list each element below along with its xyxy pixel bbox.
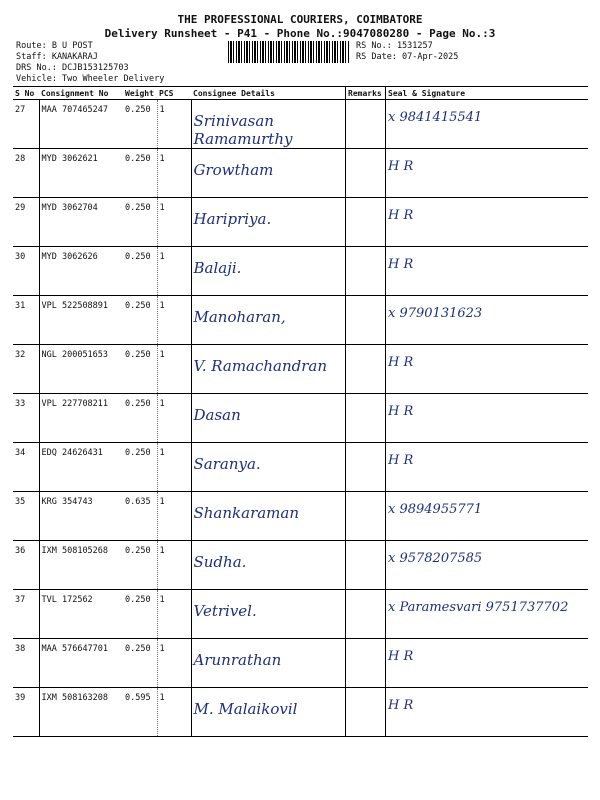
- weight-cell: 0.250: [123, 541, 157, 590]
- consignee-name-cell: Sudha.: [191, 541, 346, 590]
- weight-cell: 0.595: [123, 688, 157, 737]
- rs-date-label: RS Date: 07-Apr-2025: [356, 52, 459, 62]
- staff-label: Staff: KANAKARAJ: [16, 52, 98, 62]
- pieces-cell: 1: [157, 443, 191, 492]
- delivery-table: [13, 86, 588, 737]
- serial-number-cell: 29: [13, 198, 39, 247]
- table-row: [13, 688, 588, 737]
- remarks-cell: [346, 247, 386, 296]
- consignee-name-cell: Vetrivel.: [191, 590, 346, 639]
- remarks-cell: [346, 541, 386, 590]
- table-row: [13, 198, 588, 247]
- consignment-number-cell: MAA 707465247: [39, 100, 123, 149]
- col-consignment: Consignment No: [39, 87, 123, 100]
- weight-cell: 0.250: [123, 198, 157, 247]
- weight-cell: 0.635: [123, 492, 157, 541]
- consignment-number-cell: MYD 3062704: [39, 198, 123, 247]
- vehicle-label: Vehicle: Two Wheeler Delivery: [16, 74, 165, 84]
- consignee-name-cell: Arunrathan: [191, 639, 346, 688]
- serial-number-cell: 33: [13, 394, 39, 443]
- company-title: THE PROFESSIONAL COURIERS, COIMBATORE: [177, 13, 423, 26]
- table-row: [13, 639, 588, 688]
- weight-cell: 0.250: [123, 296, 157, 345]
- consignment-number-cell: MAA 576647701: [39, 639, 123, 688]
- consignee-name-cell: Balaji.: [191, 247, 346, 296]
- remarks-cell: [346, 149, 386, 198]
- weight-cell: 0.250: [123, 149, 157, 198]
- weight-cell: 0.250: [123, 100, 157, 149]
- table-row: [13, 443, 588, 492]
- consignee-name-cell: Manoharan,: [191, 296, 346, 345]
- table-row: [13, 345, 588, 394]
- signature-cell: H R: [386, 198, 589, 247]
- serial-number-cell: 38: [13, 639, 39, 688]
- pieces-cell: 1: [157, 198, 191, 247]
- table-row: [13, 100, 588, 149]
- pieces-cell: 1: [157, 247, 191, 296]
- consignee-name-cell: Growtham: [191, 149, 346, 198]
- signature-cell: x 9894955771: [386, 492, 589, 541]
- remarks-cell: [346, 443, 386, 492]
- signature-cell: H R: [386, 247, 589, 296]
- table-row: [13, 541, 588, 590]
- table-row: [13, 492, 588, 541]
- signature-cell: H R: [386, 443, 589, 492]
- serial-number-cell: 30: [13, 247, 39, 296]
- consignee-name-cell: Shankaraman: [191, 492, 346, 541]
- serial-number-cell: 34: [13, 443, 39, 492]
- pieces-cell: 1: [157, 100, 191, 149]
- consignee-name-cell: Haripriya.: [191, 198, 346, 247]
- serial-number-cell: 39: [13, 688, 39, 737]
- consignment-number-cell: NGL 200051653: [39, 345, 123, 394]
- remarks-cell: [346, 639, 386, 688]
- pieces-cell: 1: [157, 149, 191, 198]
- remarks-cell: [346, 296, 386, 345]
- weight-cell: 0.250: [123, 247, 157, 296]
- consignment-number-cell: VPL 227708211: [39, 394, 123, 443]
- route-label: Route: B U POST: [16, 41, 93, 51]
- pieces-cell: 1: [157, 639, 191, 688]
- serial-number-cell: 36: [13, 541, 39, 590]
- col-pcs: PCS: [157, 87, 191, 100]
- pieces-cell: 1: [157, 394, 191, 443]
- remarks-cell: [346, 492, 386, 541]
- serial-number-cell: 37: [13, 590, 39, 639]
- pieces-cell: 1: [157, 345, 191, 394]
- col-signature: Seal & Signature: [386, 87, 589, 100]
- runsheet-subtitle: Delivery Runsheet - P41 - Phone No.:9047080280 - Page No.:3: [104, 27, 496, 40]
- serial-number-cell: 31: [13, 296, 39, 345]
- consignee-name-cell: Saranya.: [191, 443, 346, 492]
- runsheet-info-left: [16, 41, 164, 85]
- table-row: [13, 247, 588, 296]
- signature-cell: H R: [386, 688, 589, 737]
- remarks-cell: [346, 100, 386, 149]
- table-body: [13, 100, 588, 737]
- table-row: [13, 394, 588, 443]
- consignment-number-cell: TVL 172562: [39, 590, 123, 639]
- consignment-number-cell: MYD 3062621: [39, 149, 123, 198]
- pieces-cell: 1: [157, 296, 191, 345]
- pieces-cell: 1: [157, 590, 191, 639]
- signature-cell: H R: [386, 149, 589, 198]
- consignment-number-cell: EDQ 24626431: [39, 443, 123, 492]
- weight-cell: 0.250: [123, 639, 157, 688]
- table-row: [13, 149, 588, 198]
- consignment-number-cell: IXM 508163208: [39, 688, 123, 737]
- consignee-name-cell: V. Ramachandran: [191, 345, 346, 394]
- consignee-name-cell: M. Malaikovil: [191, 688, 346, 737]
- remarks-cell: [346, 198, 386, 247]
- remarks-cell: [346, 590, 386, 639]
- consignment-number-cell: MYD 3062626: [39, 247, 123, 296]
- signature-cell: H R: [386, 639, 589, 688]
- signature-cell: H R: [386, 394, 589, 443]
- col-weight: Weight: [123, 87, 157, 100]
- runsheet-info-right: [356, 41, 458, 63]
- weight-cell: 0.250: [123, 345, 157, 394]
- pieces-cell: 1: [157, 492, 191, 541]
- remarks-cell: [346, 345, 386, 394]
- signature-cell: H R: [386, 345, 589, 394]
- barcode: [228, 41, 350, 63]
- rs-number-label: RS No.: 1531257: [356, 41, 433, 51]
- col-remarks: Remarks: [346, 87, 386, 100]
- consignee-name-cell: Srinivasan Ramamurthy: [191, 100, 346, 149]
- remarks-cell: [346, 394, 386, 443]
- table-row: [13, 590, 588, 639]
- signature-cell: x 9841415541: [386, 100, 589, 149]
- col-sno: S No: [13, 87, 39, 100]
- pieces-cell: 1: [157, 688, 191, 737]
- consignee-name-cell: Dasan: [191, 394, 346, 443]
- signature-cell: x 9790131623: [386, 296, 589, 345]
- drs-label: DRS No.: DCJB153125703: [16, 63, 129, 73]
- serial-number-cell: 35: [13, 492, 39, 541]
- serial-number-cell: 28: [13, 149, 39, 198]
- consignment-number-cell: VPL 522508891: [39, 296, 123, 345]
- col-consignee: Consignee Details: [191, 87, 346, 100]
- serial-number-cell: 32: [13, 345, 39, 394]
- signature-cell: x Paramesvari 9751737702: [386, 590, 589, 639]
- table-row: [13, 296, 588, 345]
- weight-cell: 0.250: [123, 394, 157, 443]
- consignment-number-cell: IXM 508105268: [39, 541, 123, 590]
- remarks-cell: [346, 688, 386, 737]
- table-header: [13, 87, 588, 100]
- signature-cell: x 9578207585: [386, 541, 589, 590]
- consignment-number-cell: KRG 354743: [39, 492, 123, 541]
- weight-cell: 0.250: [123, 590, 157, 639]
- pieces-cell: 1: [157, 541, 191, 590]
- weight-cell: 0.250: [123, 443, 157, 492]
- serial-number-cell: 27: [13, 100, 39, 149]
